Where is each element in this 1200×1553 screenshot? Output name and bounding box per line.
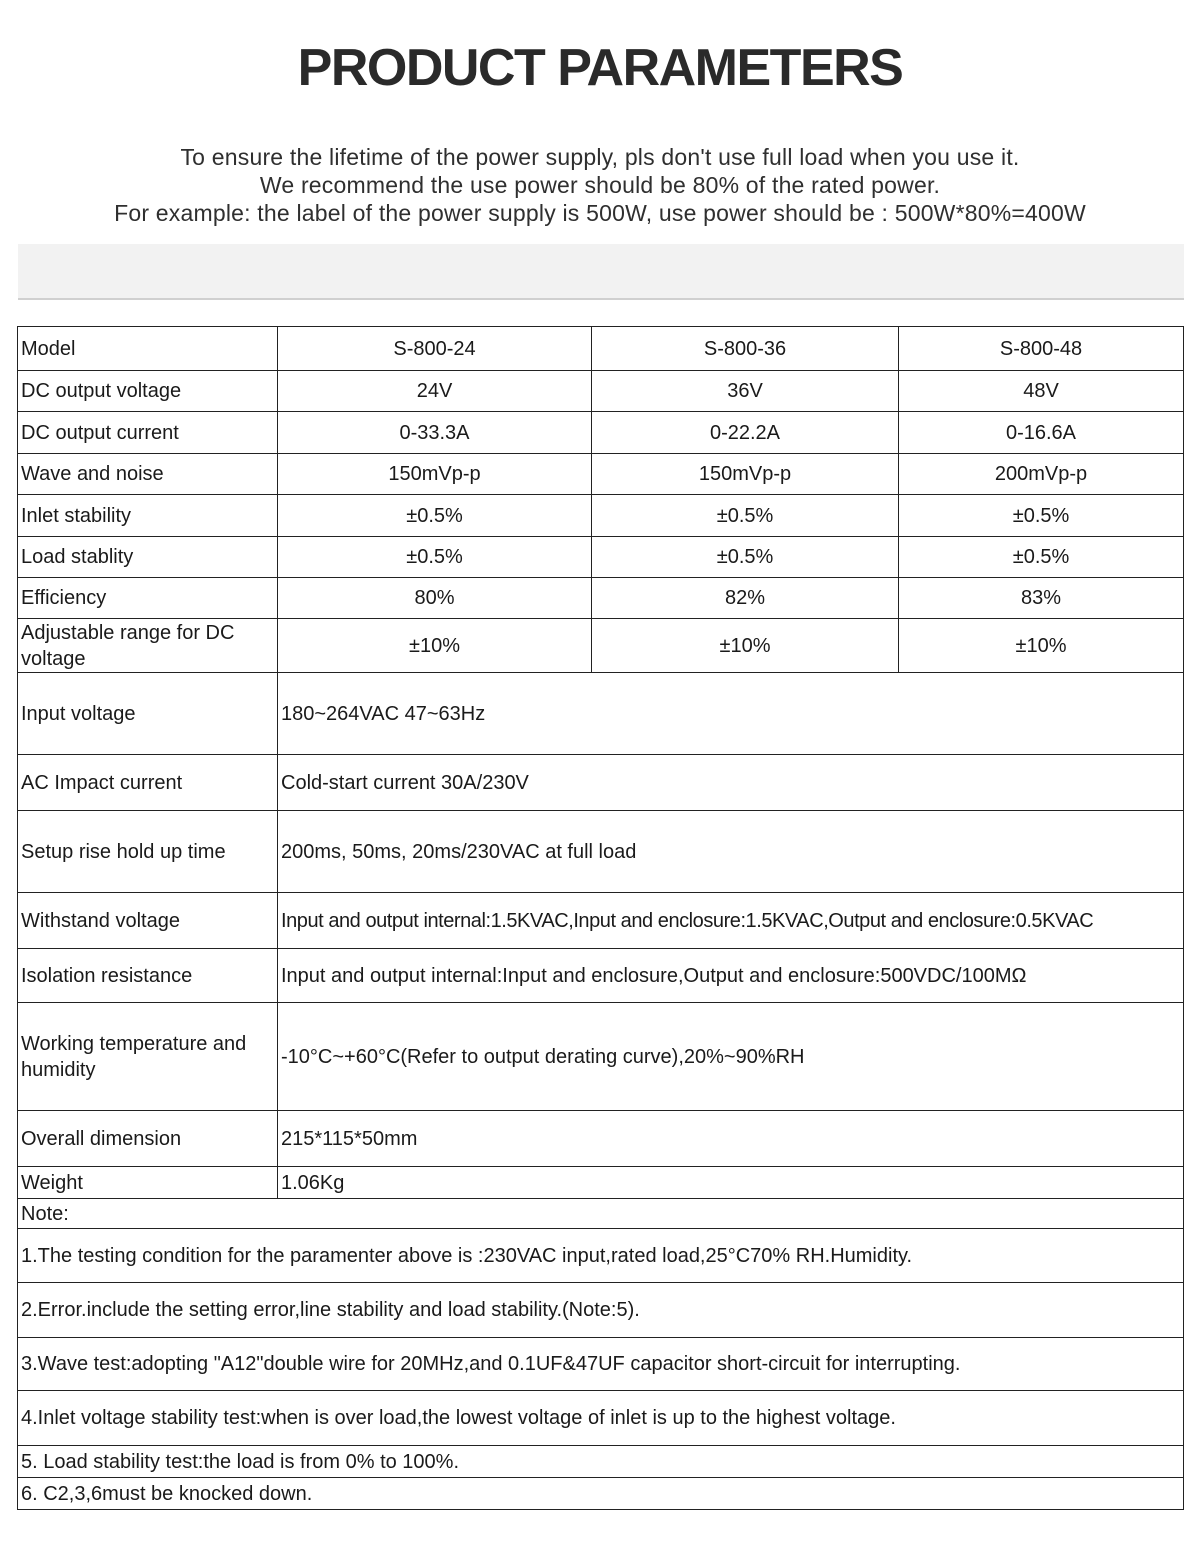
table-row xyxy=(18,949,1184,1003)
row-label: Working temperature and humidity xyxy=(18,1003,278,1111)
cell-value: 24V xyxy=(278,371,592,412)
table-row xyxy=(18,454,1184,495)
table-row xyxy=(18,495,1184,537)
note-row xyxy=(18,1338,1184,1391)
note-item: 3.Wave test:adopting "A12"double wire for 20MHz,and 0.1UF&47UF capacitor short-circuit for interrupting. xyxy=(18,1338,1184,1391)
table-row xyxy=(18,537,1184,578)
note-row xyxy=(18,1199,1184,1229)
row-label: Setup rise hold up time xyxy=(18,811,278,893)
row-label: DC output current xyxy=(18,412,278,454)
intro-line-1: To ensure the lifetime of the power supply, pls don't use full load when you use it. xyxy=(180,144,1020,170)
note-item: 4.Inlet voltage stability test:when is over load,the lowest voltage of inlet is up to the highest voltage. xyxy=(18,1391,1184,1446)
row-label: DC output voltage xyxy=(18,371,278,412)
cell-value: Input and output internal:1.5KVAC,Input and enclosure:1.5KVAC,Output and enclosure:0.5KVAC xyxy=(278,893,1184,949)
table-row xyxy=(18,619,1184,673)
note-item: 5. Load stability test:the load is from 0% to 100%. xyxy=(18,1446,1184,1478)
row-label: Wave and noise xyxy=(18,454,278,495)
cell-value: 0-16.6A xyxy=(899,412,1184,454)
divider-band xyxy=(18,244,1184,300)
note-item: 2.Error.include the setting error,line stability and load stability.(Note:5). xyxy=(18,1283,1184,1338)
cell-value: 80% xyxy=(278,578,592,619)
cell-value: 180~264VAC 47~63Hz xyxy=(278,673,1184,755)
table-row xyxy=(18,1003,1184,1111)
cell-value: -10°C~+60°C(Refer to output derating curve),20%~90%RH xyxy=(278,1003,1184,1111)
spec-table xyxy=(17,326,1184,1510)
cell-value: 82% xyxy=(592,578,899,619)
note-row xyxy=(18,1478,1184,1510)
cell-value: 1.06Kg xyxy=(278,1167,1184,1199)
cell-value: ±0.5% xyxy=(592,495,899,537)
row-label: Load stablity xyxy=(18,537,278,578)
note-item: 1.The testing condition for the paramenter above is :230VAC input,rated load,25°C70% RH.Humidity. xyxy=(18,1229,1184,1283)
cell-value: ±0.5% xyxy=(278,495,592,537)
row-label: Efficiency xyxy=(18,578,278,619)
intro-line-3: For example: the label of the power supply is 500W, use power should be : 500W*80%=400W xyxy=(114,200,1086,226)
note-item: 6. C2,3,6must be knocked down. xyxy=(18,1478,1184,1510)
table-row xyxy=(18,327,1184,371)
cell-value: ±10% xyxy=(278,619,592,673)
row-label: Input voltage xyxy=(18,673,278,755)
note-row xyxy=(18,1229,1184,1283)
cell-value: ±0.5% xyxy=(899,495,1184,537)
row-label: Model xyxy=(18,327,278,371)
cell-value: S-800-36 xyxy=(592,327,899,371)
table-row xyxy=(18,673,1184,755)
table-row xyxy=(18,371,1184,412)
table-row xyxy=(18,811,1184,893)
note-row xyxy=(18,1283,1184,1338)
cell-value: Cold-start current 30A/230V xyxy=(278,755,1184,811)
cell-value: S-800-24 xyxy=(278,327,592,371)
table-row xyxy=(18,755,1184,811)
row-label: Overall dimension xyxy=(18,1111,278,1167)
table-row xyxy=(18,1111,1184,1167)
table-row xyxy=(18,1167,1184,1199)
cell-value: ±0.5% xyxy=(899,537,1184,578)
cell-value: 150mVp-p xyxy=(278,454,592,495)
note-row xyxy=(18,1446,1184,1478)
cell-value: Input and output internal:Input and enclosure,Output and enclosure:500VDC/100MΩ xyxy=(278,949,1184,1003)
row-label: AC Impact current xyxy=(18,755,278,811)
cell-value: ±0.5% xyxy=(592,537,899,578)
note-heading: Note: xyxy=(18,1199,1184,1229)
cell-value: 48V xyxy=(899,371,1184,412)
cell-value: 0-33.3A xyxy=(278,412,592,454)
cell-value: ±0.5% xyxy=(278,537,592,578)
cell-value: 83% xyxy=(899,578,1184,619)
cell-value: S-800-48 xyxy=(899,327,1184,371)
cell-value: 36V xyxy=(592,371,899,412)
table-row xyxy=(18,893,1184,949)
cell-value: 215*115*50mm xyxy=(278,1111,1184,1167)
cell-value: ±10% xyxy=(592,619,899,673)
cell-value: 0-22.2A xyxy=(592,412,899,454)
row-label: Isolation resistance xyxy=(18,949,278,1003)
row-label: Adjustable range for DC voltage xyxy=(18,619,278,673)
page-title: PRODUCT PARAMETERS xyxy=(297,39,903,97)
cell-value: 200ms, 50ms, 20ms/230VAC at full load xyxy=(278,811,1184,893)
row-label: Withstand voltage xyxy=(18,893,278,949)
table-row xyxy=(18,412,1184,454)
note-row xyxy=(18,1391,1184,1446)
row-label: Inlet stability xyxy=(18,495,278,537)
cell-value: 200mVp-p xyxy=(899,454,1184,495)
cell-value: ±10% xyxy=(899,619,1184,673)
cell-value: 150mVp-p xyxy=(592,454,899,495)
intro-line-2: We recommend the use power should be 80% of the rated power. xyxy=(259,172,941,198)
table-row xyxy=(18,578,1184,619)
row-label: Weight xyxy=(18,1167,278,1199)
